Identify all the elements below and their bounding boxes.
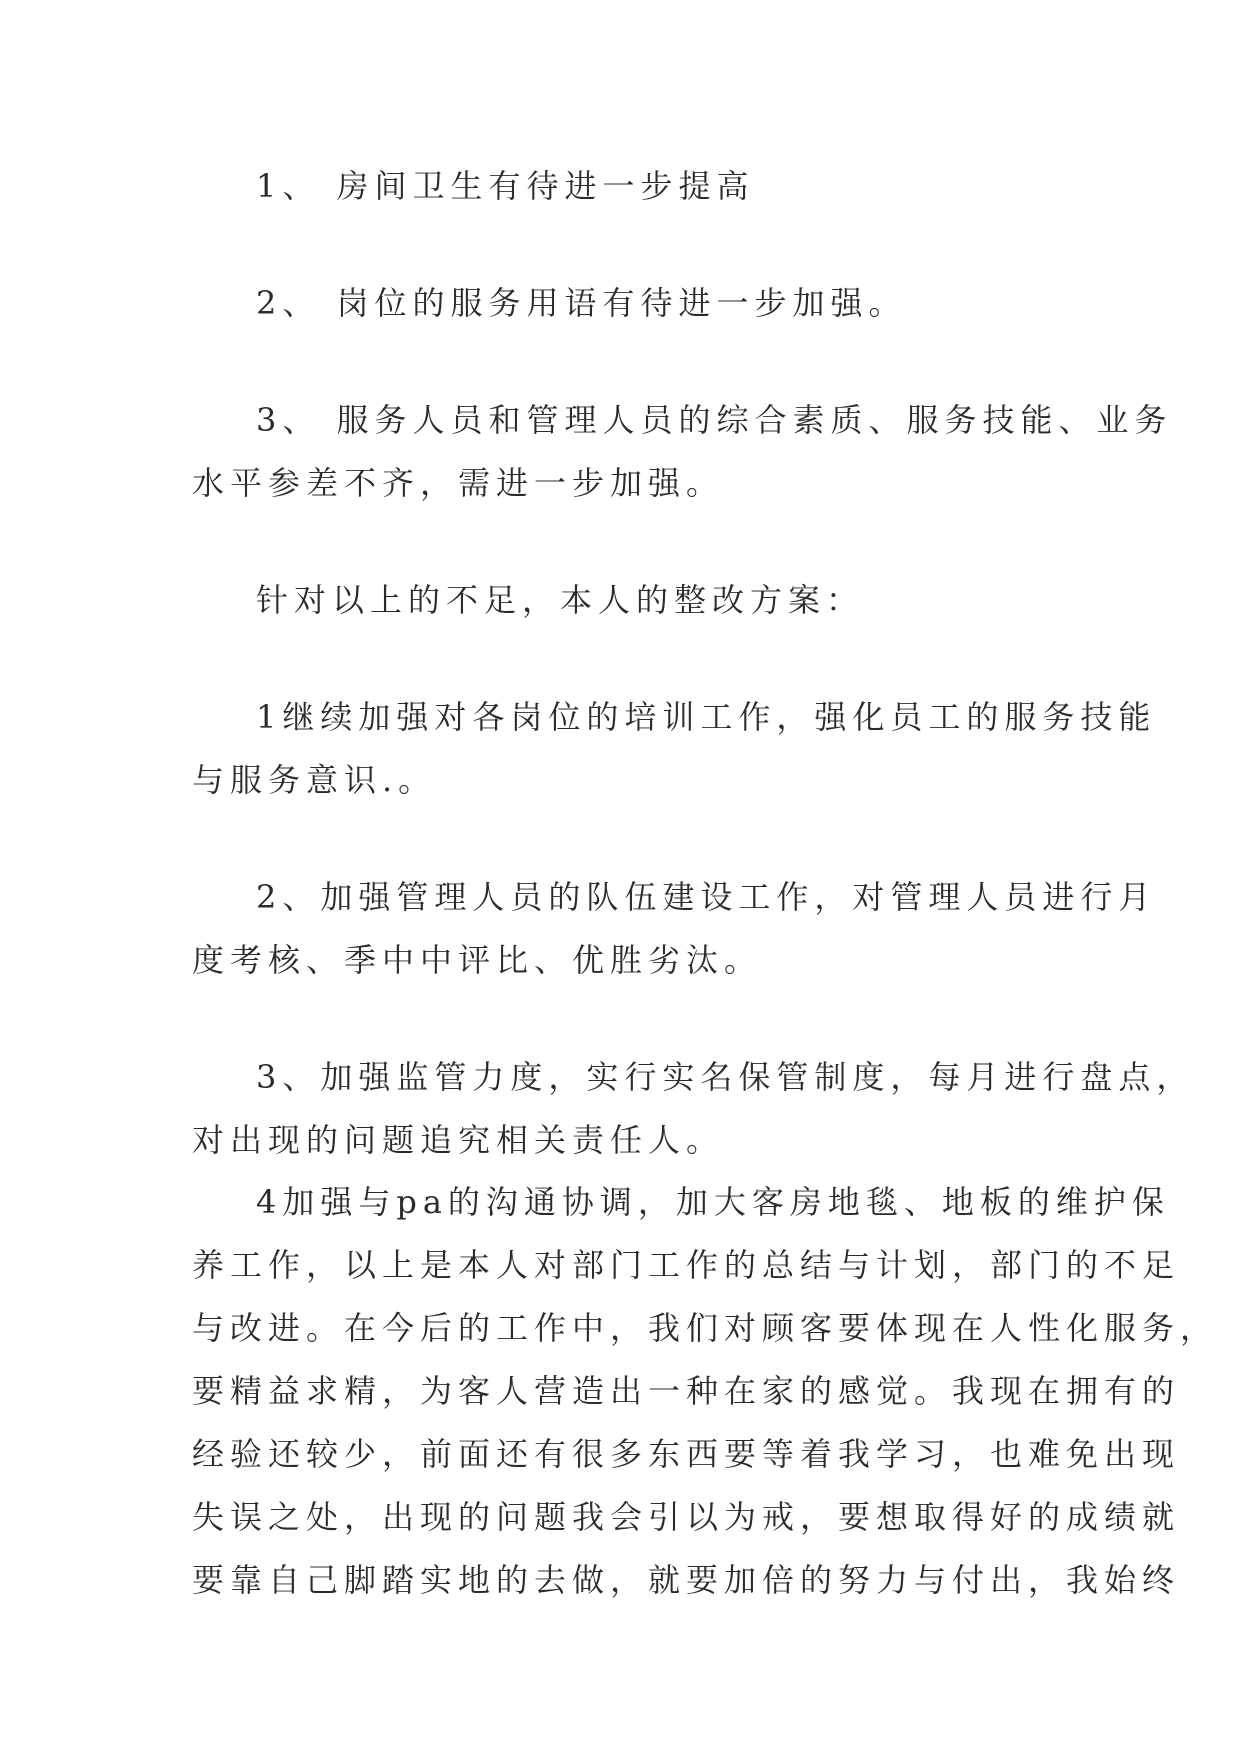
plan-item-3-continued: 对出现的问题追究相关责任人。 — [192, 1121, 725, 1159]
paragraph-line: 要靠自己脚踏实地的去做，就要加倍的努力与付出，我始终 — [192, 1561, 1181, 1599]
plan-item-1-continued: 与服务意识.。 — [192, 761, 437, 799]
plan-item-4: 4加强与pa的沟通协调，加大客房地毯、地板的维护保 — [256, 1183, 1170, 1221]
plan-item-2: 2、加强管理人员的队伍建设工作，对管理人员进行月 — [256, 878, 1157, 916]
paragraph-line: 养工作，以上是本人对部门工作的总结与计划，部门的不足 — [192, 1246, 1181, 1284]
paragraph-line: 失误之处，出现的问题我会引以为戒，要想取得好的成绩就 — [192, 1498, 1181, 1536]
list-item-3-continued: 水平参差不齐，需进一步加强。 — [192, 464, 725, 502]
plan-item-3: 3、加强监管力度，实行实名保管制度，每月进行盘点， — [256, 1058, 1195, 1096]
paragraph-line: 要精益求精，为客人营造出一种在家的感觉。我现在拥有的 — [192, 1372, 1181, 1410]
list-item-2: 2、 岗位的服务用语有待进一步加强。 — [256, 284, 907, 322]
paragraph-line: 经验还较少，前面还有很多东西要等着我学习，也难免出现 — [192, 1435, 1181, 1473]
list-item-3: 3、 服务人员和管理人员的综合素质、服务技能、业务 — [256, 401, 1173, 439]
plan-item-2-continued: 度考核、季中中评比、优胜劣汰。 — [192, 941, 763, 979]
paragraph-line: 与改进。在今后的工作中，我们对顾客要体现在人性化服务， — [192, 1309, 1219, 1347]
list-item-1: 1、 房间卫生有待进一步提高 — [256, 167, 755, 205]
plan-item-1: 1继续加强对各岗位的培训工作，强化员工的服务技能 — [256, 698, 1157, 736]
plan-heading: 针对以上的不足，本人的整改方案： — [256, 581, 865, 619]
